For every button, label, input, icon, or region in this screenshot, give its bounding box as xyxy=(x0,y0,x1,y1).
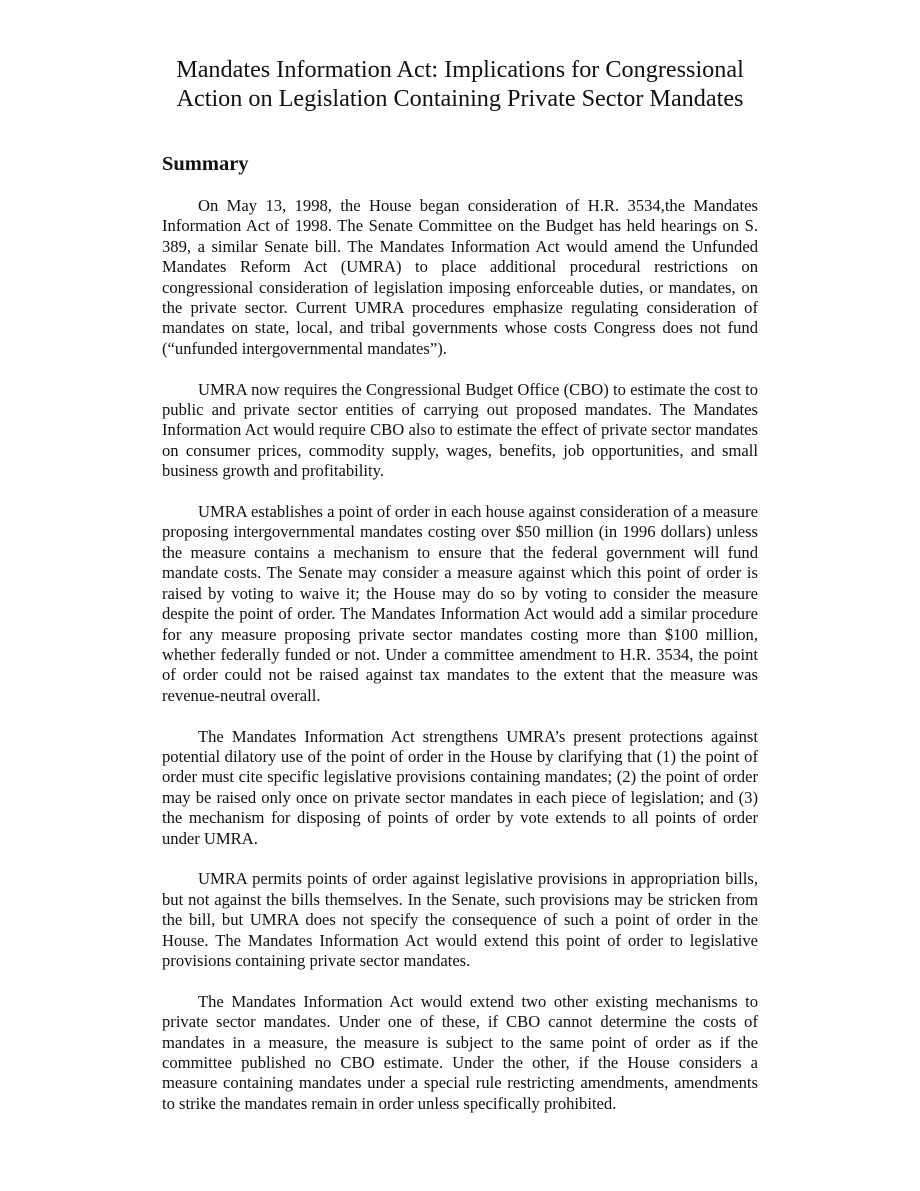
summary-paragraph-1: On May 13, 1998, the House began consideration of H.R. 3534,the Mandates Information Act of 1998. The Senate Committee on the Budget has held hearings on S. 389, a similar Senate bill. The Mandates Information Act would amend the Unfunded Mandates Reform Act (UMRA) to place additional procedural restrictions on congressional consideration of legislation imposing enforceable duties, or mandates, on the private sector. Current UMRA procedures emphasize regulating consideration of mandates on state, local, and tribal governments whose costs Congress does not fund (“unfunded intergovernmental mandates”). xyxy=(162,196,758,358)
title-line-1: Mandates Information Act: Implications for Congressional xyxy=(176,56,744,83)
summary-paragraph-2: UMRA now requires the Congressional Budget Office (CBO) to estimate the cost to public and private sector entities of carrying out proposed mandates. The Mandates Information Act would require CBO also to estimate the effect of private sector mandates on consumer prices, commodity supply, wages, benefits, job opportunities, and small business growth and profitability. xyxy=(162,379,758,481)
summary-paragraph-5: UMRA permits points of order against legislative provisions in appropriation bills, but not against the bills themselves. In the Senate, such provisions may be stricken from the bill, but UMRA does not specify the consequence of such a point of order in the House. The Mandates Information Act would extend this point of order to legislative provisions containing private sector mandates. xyxy=(162,869,758,970)
summary-paragraph-4: The Mandates Information Act strengthens UMRA’s present protections against potential dilatory use of the point of order in the House by clarifying that (1) the point of order must cite specific legislative provisions containing mandates; (2) the point of order may be raised only once on private sector mandates in each piece of legislation; and (3) the mechanism for disposing of points of order by vote extends to all points of order under UMRA. xyxy=(162,726,758,848)
title-line-2: Action on Legislation Containing Private Sector Mandates xyxy=(176,84,744,112)
summary-paragraph-3: UMRA establishes a point of order in each house against consideration of a measure proposing intergovernmental mandates costing over $50 million (in 1996 dollars) unless the measure contains a mechanism to ensure that the federal government will fund mandate costs. The Senate may consider a measure against which this point of order is raised by voting to waive it; the House may do so by voting to consider the measure despite the point of order. The Mandates Information Act would add a similar procedure for any measure proposing private sector mandates costing more than $100 million, whether federally funded or not. Under a committee amendment to H.R. 3534, the point of order could not be raised against tax mandates to the extent that the measure was revenue-neutral overall. xyxy=(162,502,758,705)
summary-paragraph-6: The Mandates Information Act would extend two other existing mechanisms to private sector mandates. Under one of these, if CBO cannot determine the costs of mandates in a measure, the measure is subject to the same point of order as if the committee published no CBO estimate. Under the other, if the House considers a measure containing mandates under a special rule restricting amendments, amendments to strike the mandates remain in order unless specifically prohibited. xyxy=(162,991,758,1113)
summary-body xyxy=(162,196,758,1135)
document-title xyxy=(120,56,800,113)
summary-heading: Summary xyxy=(162,153,249,175)
